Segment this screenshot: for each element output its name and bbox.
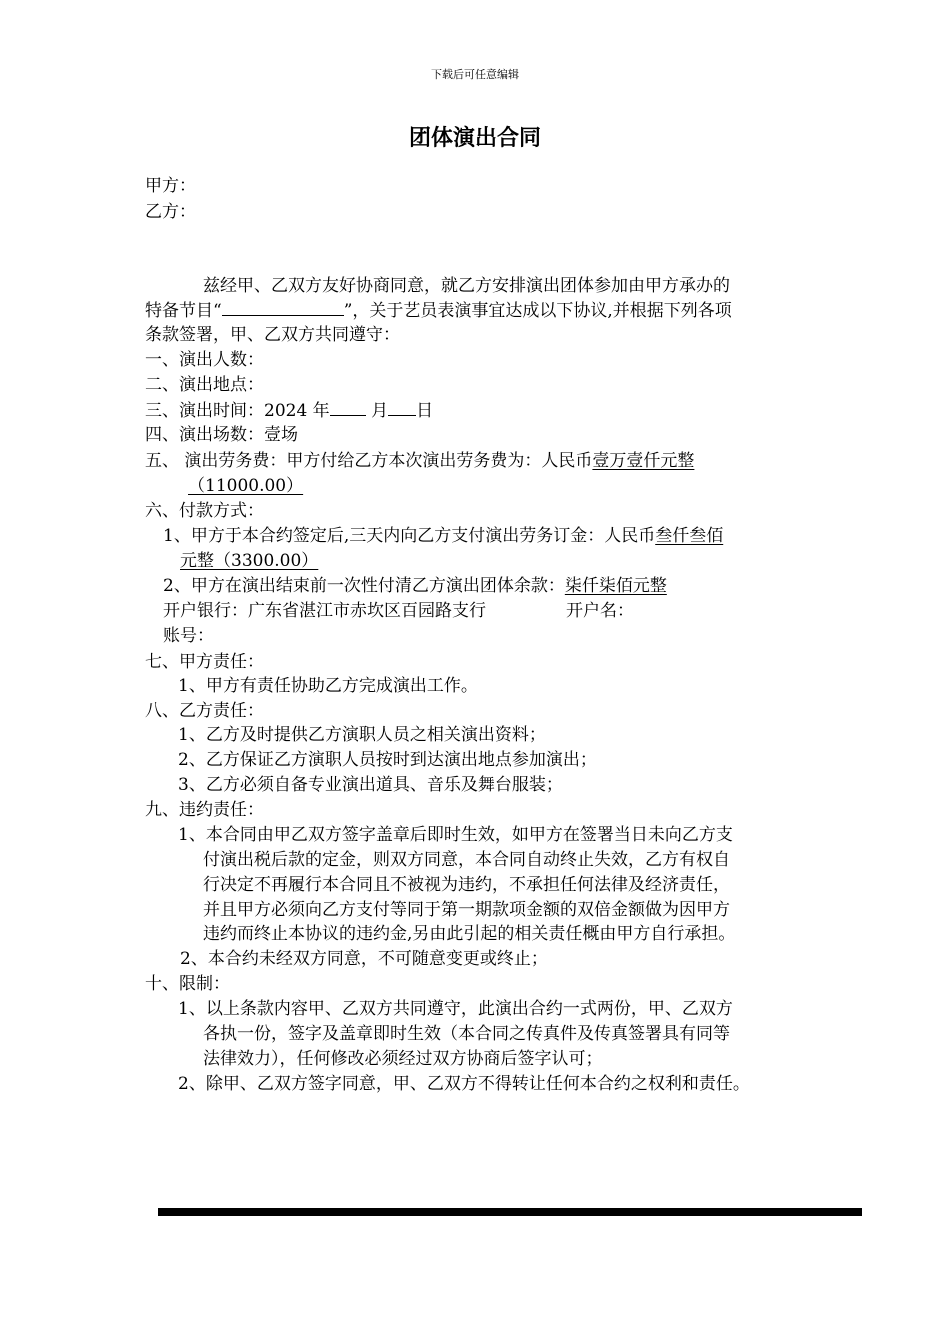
section-1: 一、演出人数：	[145, 350, 264, 370]
section-10-heading: 十、限制：	[145, 974, 230, 994]
section-2: 二、演出地点：	[145, 375, 264, 395]
payment-item-2-text: 2、甲方在演出结束前一次性付清乙方演出团体余款：	[163, 576, 565, 596]
section-3-month: 月	[365, 401, 389, 421]
header-note: 下载后可任意编辑	[431, 68, 519, 81]
section-6-heading: 六、付款方式：	[145, 501, 264, 521]
fee-amount-words: 壹万壹仟元整	[592, 451, 695, 471]
party-b-label: 乙方：	[145, 202, 196, 222]
section-3-year: 三、演出时间：2024 年	[145, 401, 330, 421]
fee-amount-number: （11000.00）	[188, 476, 304, 496]
limit-item-1-line-1: 1、以上条款内容甲、乙双方共同遵守，此演出合约一式两份，甲、乙双方	[178, 999, 733, 1019]
deposit-amount-number: 元整（3300.00）	[180, 551, 319, 571]
section-3-day: 日	[416, 401, 434, 421]
account-number-label: 账号：	[163, 626, 214, 646]
breach-item-1-line-4: 并且甲方必须向乙方支付等同于第一期款项金额的双倍金额做为因甲方	[203, 900, 730, 920]
month-blank[interactable]	[330, 398, 366, 416]
breach-item-1-line-5: 违约而终止本协议的违约金,另由此引起的相关责任概由甲方自行承担。	[203, 924, 736, 944]
deposit-amount-words: 叁仟叁佰	[655, 526, 724, 546]
party-a-duty-1: 1、甲方有责任协助乙方完成演出工作。	[178, 676, 478, 696]
intro-line-3: 条款签署，甲、乙双方共同遵守：	[145, 325, 400, 345]
section-5	[145, 449, 694, 473]
limit-item-1-line-3: 法律效力），任何修改必须经过双方协商后签字认可；	[203, 1049, 603, 1069]
party-b-duty-1: 1、乙方及时提供乙方演职人员之相关演出资料；	[178, 725, 546, 745]
breach-item-1-line-1: 1、本合同由甲乙双方签字盖章后即时生效，如甲方在签署当日未向乙方支	[178, 825, 733, 845]
intro-line-2-end: ”，关于艺员表演事宜达成以下协议,并根据下列各项	[343, 301, 732, 321]
payment-item-2	[163, 574, 667, 598]
intro-line-2	[145, 298, 732, 323]
bank-name: 开户银行：广东省湛江市赤坎区百园路支行	[163, 601, 486, 621]
intro-line-2-start: 特备节目“	[145, 301, 222, 321]
section-3	[145, 398, 433, 423]
section-7-heading: 七、甲方责任：	[145, 652, 264, 672]
party-b-duty-3: 3、乙方必须自备专业演出道具、音乐及舞台服装；	[178, 775, 563, 795]
payment-item-1-text: 1、甲方于本合约签定后,三天内向乙方支付演出劳务订金：人民币	[163, 526, 656, 546]
party-a-label: 甲方：	[145, 176, 196, 196]
breach-item-2: 2、本合约未经双方同意，不可随意变更或终止；	[180, 949, 548, 969]
breach-item-1-line-2: 付演出税后款的定金，则双方同意，本合同自动终止失效，乙方有权自	[203, 850, 730, 870]
section-9-heading: 九、违约责任：	[145, 800, 264, 820]
party-b-duty-2: 2、乙方保证乙方演职人员按时到达演出地点参加演出；	[178, 750, 597, 770]
document-title: 团体演出合同	[408, 126, 541, 151]
payment-item-1	[163, 524, 723, 548]
section-5-text: 五、 演出劳务费：甲方付给乙方本次演出劳务费为：人民币	[145, 451, 593, 471]
footer-rule	[158, 1208, 862, 1216]
intro-line-1: 兹经甲、乙双方友好协商同意，就乙方安排演出团体参加由甲方承办的	[203, 276, 730, 296]
account-name-label: 开户名：	[566, 601, 634, 621]
breach-item-1-line-3: 行决定不再履行本合同且不被视为违约，不承担任何法律及经济责任，	[203, 875, 730, 895]
program-name-blank[interactable]	[222, 298, 344, 316]
section-8-heading: 八、乙方责任：	[145, 701, 264, 721]
balance-amount-words: 柒仟柒佰元整	[564, 576, 667, 596]
limit-item-2: 2、除甲、乙双方签字同意，甲、乙双方不得转让任何本合约之权利和责任。	[178, 1074, 750, 1094]
limit-item-1-line-2: 各执一份，签字及盖章即时生效（本合同之传真件及传真签署具有同等	[203, 1024, 730, 1044]
day-blank[interactable]	[388, 398, 416, 416]
section-4: 四、演出场数：壹场	[145, 425, 298, 445]
